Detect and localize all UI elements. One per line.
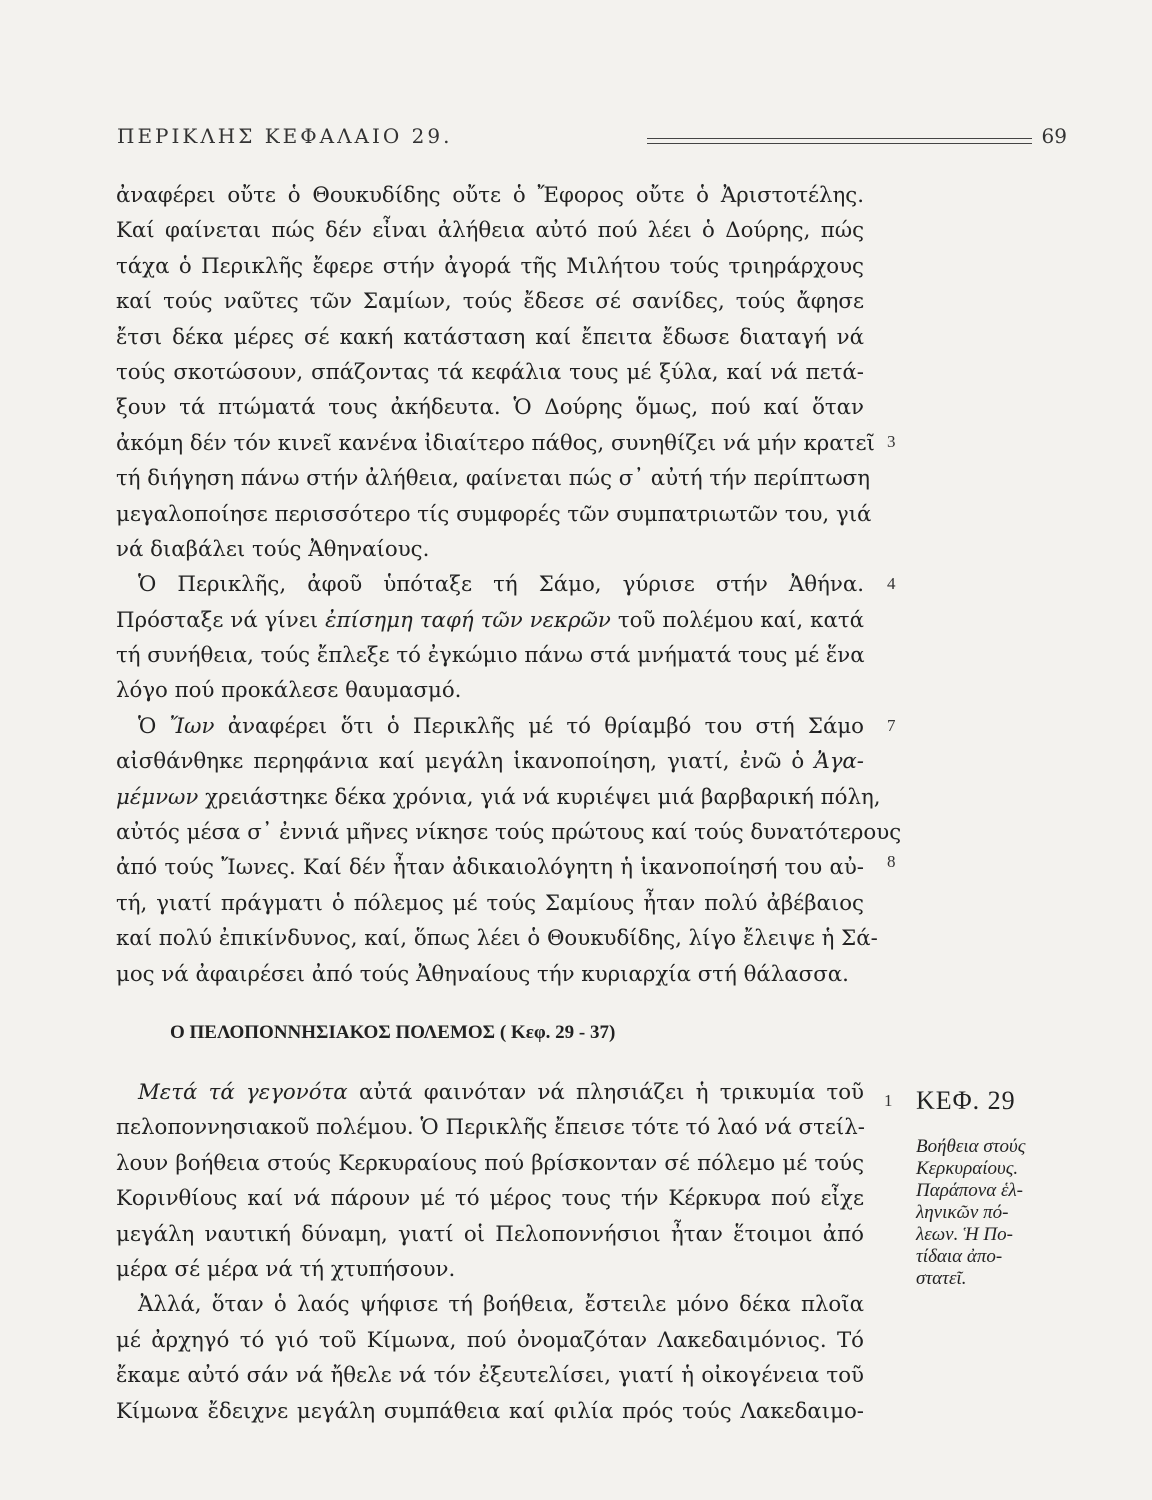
line-number-margin: 7 (887, 716, 896, 735)
text-line: ἔτσι δέκα μέρες σέ κακή κατάσταση καί ἔπειτα ἔδωσε διαταγή νά (116, 324, 864, 350)
text-line (116, 1075, 864, 1110)
chapter-label: ΚΕΦ. 29 (916, 1086, 1016, 1115)
body-text-bottom (116, 1075, 864, 1429)
text-line: μεγαλοποίησε περισσότερο τίς συμφορές τῶν συμπατριωτῶν του, γιά (116, 501, 872, 527)
text-line: λόγο πού προκάλεσε θαυμασμό. (116, 678, 462, 704)
text-line: τάχα ὁ Περικλῆς ἔφερε στήν ἀγορά τῆς Μιλήτου τούς τριηράρχους (116, 253, 864, 279)
text-line (116, 709, 864, 744)
running-head (117, 124, 1067, 154)
line-number-margin: 3 (887, 432, 896, 451)
side-note-line: Κερκυραίους. (916, 1158, 1019, 1179)
side-note-line: ληνικῶν πό- (916, 1202, 1009, 1223)
text-line (116, 780, 881, 815)
text-line: Κίμωνα ἔδειχνε μεγάλη συμπάθεια καί φιλία πρός τούς Λακεδαιμο- (116, 1398, 864, 1424)
text-line: τή συνήθεια, τούς ἔπλεξε τό ἐγκώμιο πάνω στά μνήματά τους μέ ἕνα (116, 643, 865, 669)
section-heading: Ο ΠΕΛΟΠΟΝΝΗΣΙΑΚΟΣ ΠΟΛΕΜΟΣ ( Κεφ. 29 - 37) (170, 1022, 616, 1043)
text-line: τή διήγηση πάνω στήν ἀλήθεια, φαίνεται πώς σ᾽ αὐτή τήν περίπτωση (116, 466, 870, 492)
italic-phrase: ἐπίσημη ταφή τῶν νεκρῶν (325, 607, 611, 633)
body-text-top (116, 178, 902, 992)
side-note-line: Παράπονα ἑλ- (916, 1180, 1024, 1201)
text-run: ἀναφέρει ὅτι ὁ Περικλῆς μέ τό θρίαμβό του στή Σάμο (227, 713, 864, 739)
text-line: Κορινθίους καί νά πάρουν μέ τό μέρος τους τήν Κέρκυρα πού εἶχε (116, 1186, 864, 1212)
text-line: Ἀλλά, ὅταν ὁ λαός ψήφισε τή βοήθεια, ἔστειλε μόνο δέκα πλοῖα (138, 1292, 864, 1318)
italic-name: μέμνων (116, 784, 199, 810)
text-line: ἔκαμε αὐτό σάν νά ἤθελε νά τόν ἐξευτελίσει, γιατί ἡ οἰκογένεια τοῦ (116, 1363, 864, 1389)
italic-phrase: Μετά τά γεγονότα (138, 1080, 348, 1105)
side-note-line: τίδαια ἀπο- (916, 1246, 1003, 1267)
text-run: Ὁ (138, 713, 157, 739)
text-run: Πρόσταξε νά γίνει (116, 607, 319, 633)
text-line: πελοποννησιακοῦ πολέμου. Ὁ Περικλῆς ἔπεισε τότε τό λαό νά στείλ- (116, 1115, 865, 1141)
italic-name: Ἀγα- (814, 749, 864, 775)
side-note-line: λεων. Ἡ Πο- (916, 1224, 1013, 1245)
running-head-rule (647, 138, 1032, 144)
text-line: Ὁ Περικλῆς, ἀφοῦ ὑπόταξε τή Σάμο, γύρισε στήν Ἀθήνα. (138, 572, 864, 598)
text-line: αὐτός μέσα σ᾽ ἐννιά μῆνες νίκησε τούς πρώτους καί τούς δυνατότερους (116, 820, 902, 846)
text-line: μέ ἀρχηγό τό γιό τοῦ Κίμωνα, πού ὀνομαζόταν Λακεδαιμόνιος. Τό (116, 1327, 864, 1353)
text-line: μεγάλη ναυτική δύναμη, γιατί οἱ Πελοποννήσιοι ἦταν ἕτοιμοι ἀπό (116, 1221, 864, 1247)
text-run: τοῦ πολέμου καί, κατά (617, 607, 864, 633)
line-number-margin: 1 (884, 1091, 893, 1110)
line-number-margin: 4 (887, 574, 896, 593)
text-run: αἰσθάνθηκε περηφάνια καί μεγάλη ἱκανοποίηση, γιατί, ἐνῶ ὁ (116, 749, 805, 775)
text-line: καί τούς ναῦτες τῶν Σαμίων, τούς ἔδεσε σέ σανίδες, τούς ἄφησε (116, 289, 864, 315)
text-line: τή, γιατί πράγματι ὁ πόλεμος μέ τούς Σαμίους ἦταν πολύ ἀβέβαιος (116, 890, 864, 916)
side-note-line: στατεῖ. (916, 1268, 967, 1289)
text-line (116, 603, 864, 638)
side-note-line: Βοήθεια στούς (916, 1136, 1026, 1157)
text-run: αὐτά φαινόταν νά πλησιάζει ἡ τρικυμία τοῦ (358, 1080, 864, 1105)
text-line: ἀκόμη δέν τόν κινεῖ κανένα ἰδιαίτερο πάθος, συνηθίζει νά μήν κρατεῖ (116, 430, 875, 456)
text-line: ἀναφέρει οὔτε ὁ Θουκυδίδης οὔτε ὁ Ἔφορος οὔτε ὁ Ἀριστοτέλης. (116, 183, 864, 208)
text-line (116, 744, 864, 779)
running-head-title: ΠΕΡΙΚΛΗΣ ΚΕΦΑΛΑΙΟ 29. (117, 124, 453, 148)
text-line: καί πολύ ἐπικίνδυνος, καί, ὅπως λέει ὁ Θουκυδίδης, λίγο ἔλειψε ἡ Σά- (116, 926, 878, 952)
text-line: λουν βοήθεια στούς Κερκυραίους πού βρίσκονταν σέ πόλεμο μέ τούς (116, 1150, 864, 1176)
italic-name: Ἴων (169, 713, 215, 739)
text-line: τούς σκοτώσουν, σπάζοντας τά κεφάλια τους μέ ξύλα, καί νά πετά- (116, 359, 864, 385)
text-run: χρειάστηκε δέκα χρόνια, γιά νά κυριέψει μιά βαρβαρική πόλη, (205, 784, 881, 810)
side-note (916, 1136, 1066, 1290)
text-line: μος νά ἀφαιρέσει ἀπό τούς Ἀθηναίους τήν κυριαρχία στή θάλασσα. (116, 961, 849, 987)
text-line: ξουν τά πτώματά τους ἀκήδευτα. Ὁ Δούρης ὅμως, πού καί ὅταν (116, 395, 864, 421)
text-line: νά διαβάλει τούς Ἀθηναίους. (116, 536, 430, 562)
line-number-margin: 8 (887, 852, 896, 871)
page-number: 69 (1041, 124, 1067, 148)
text-line: μέρα σέ μέρα νά τή χτυπήσουν. (116, 1256, 456, 1282)
text-line: ἀπό τούς Ἴωνες. Καί δέν ἦταν ἀδικαιολόγητη ἡ ἱκανοποίησή του αὐ- (116, 855, 864, 881)
text-line: Καί φαίνεται πώς δέν εἶναι ἀλήθεια αὐτό πού λέει ὁ Δούρης, πώς (116, 218, 864, 244)
